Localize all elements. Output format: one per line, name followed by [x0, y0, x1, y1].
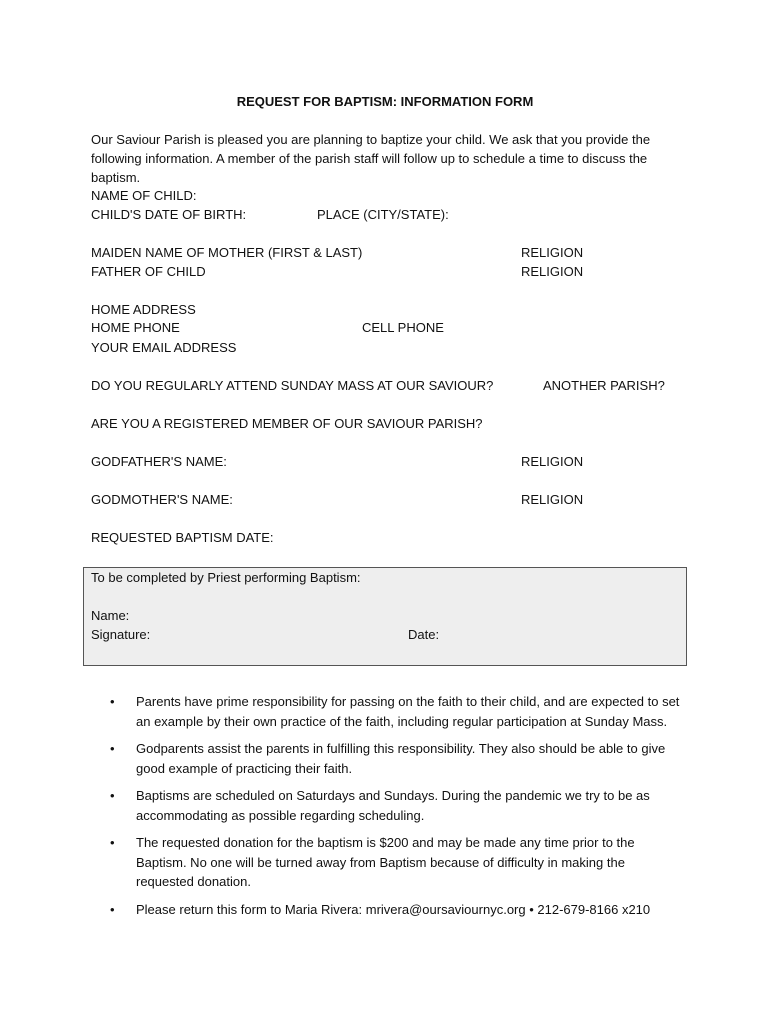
godmother-name-label: GODMOTHER'S NAME:	[91, 492, 233, 507]
childs-dob-label: CHILD'S DATE OF BIRTH:	[91, 207, 247, 222]
intro-paragraph: Our Saviour Parish is pleased you are planning to baptize your child. We ask that you provide the following information. A member of the parish staff will follow up to schedule a time to discuss the baptism.	[91, 132, 651, 185]
bullet-symbol: •	[110, 788, 115, 803]
godfather-name-label: GODFATHER'S NAME:	[91, 454, 227, 469]
list-item	[110, 833, 680, 892]
info-bullet-list	[110, 692, 680, 927]
attend-mass-label: DO YOU REGULARLY ATTEND SUNDAY MASS AT OUR SAVIOUR?	[91, 378, 494, 393]
bullet-text: Godparents assist the parents in fulfilling this responsibility. They also should be able to give good example of practicing their faith.	[136, 741, 666, 776]
list-item	[110, 692, 680, 731]
list-item	[110, 739, 680, 778]
religion-godfather-label: RELIGION	[521, 454, 584, 469]
priest-section	[83, 567, 687, 666]
priest-section-heading: To be completed by Priest performing Baptism:	[91, 570, 361, 585]
page-title: REQUEST FOR BAPTISM: INFORMATION FORM	[236, 94, 534, 109]
bullet-symbol: •	[110, 835, 115, 850]
bullet-text: Please return this form to Maria Rivera: mrivera@oursaviournyc.org • 212-679-8166 x210	[136, 901, 651, 917]
bullet-text: Baptisms are scheduled on Saturdays and Sundays. During the pandemic we try to be as accommodating as possible regarding scheduling.	[136, 788, 650, 823]
religion-mother-label: RELIGION	[521, 245, 584, 260]
list-item	[110, 786, 680, 825]
cell-phone-label: CELL PHONE	[362, 320, 444, 335]
bullet-symbol: •	[110, 741, 115, 756]
priest-name-label: Name:	[91, 608, 130, 623]
father-of-child-label: FATHER OF CHILD	[91, 264, 206, 279]
requested-date-label: REQUESTED BAPTISM DATE:	[91, 530, 274, 545]
priest-signature-label: Signature:	[91, 627, 151, 642]
list-item	[110, 900, 680, 920]
priest-date-label: Date:	[408, 627, 440, 642]
home-phone-label: HOME PHONE	[91, 320, 180, 335]
bullet-text: Parents have prime responsibility for passing on the faith to their child, and are expected to set an example by their own practice of the faith, including regular participation at Sunday Mass.	[136, 694, 680, 729]
bullet-text: The requested donation for the baptism is $200 and may be made any time prior to the Baptism. No one will be turned away from Baptism because of difficulty in making the requested donation.	[136, 835, 635, 889]
registered-member-label: ARE YOU A REGISTERED MEMBER OF OUR SAVIOUR PARISH?	[91, 416, 483, 431]
religion-father-label: RELIGION	[521, 264, 584, 279]
another-parish-label: ANOTHER PARISH?	[543, 378, 665, 393]
home-address-label: HOME ADDRESS	[91, 302, 196, 317]
maiden-name-mother-label: MAIDEN NAME OF MOTHER (FIRST & LAST)	[91, 245, 363, 260]
bullet-symbol: •	[110, 694, 115, 709]
religion-godmother-label: RELIGION	[521, 492, 584, 507]
email-label: YOUR EMAIL ADDRESS	[91, 340, 237, 355]
name-of-child-label: NAME OF CHILD:	[91, 188, 197, 203]
place-label: PLACE (CITY/STATE):	[317, 207, 449, 222]
bullet-symbol: •	[110, 901, 115, 917]
